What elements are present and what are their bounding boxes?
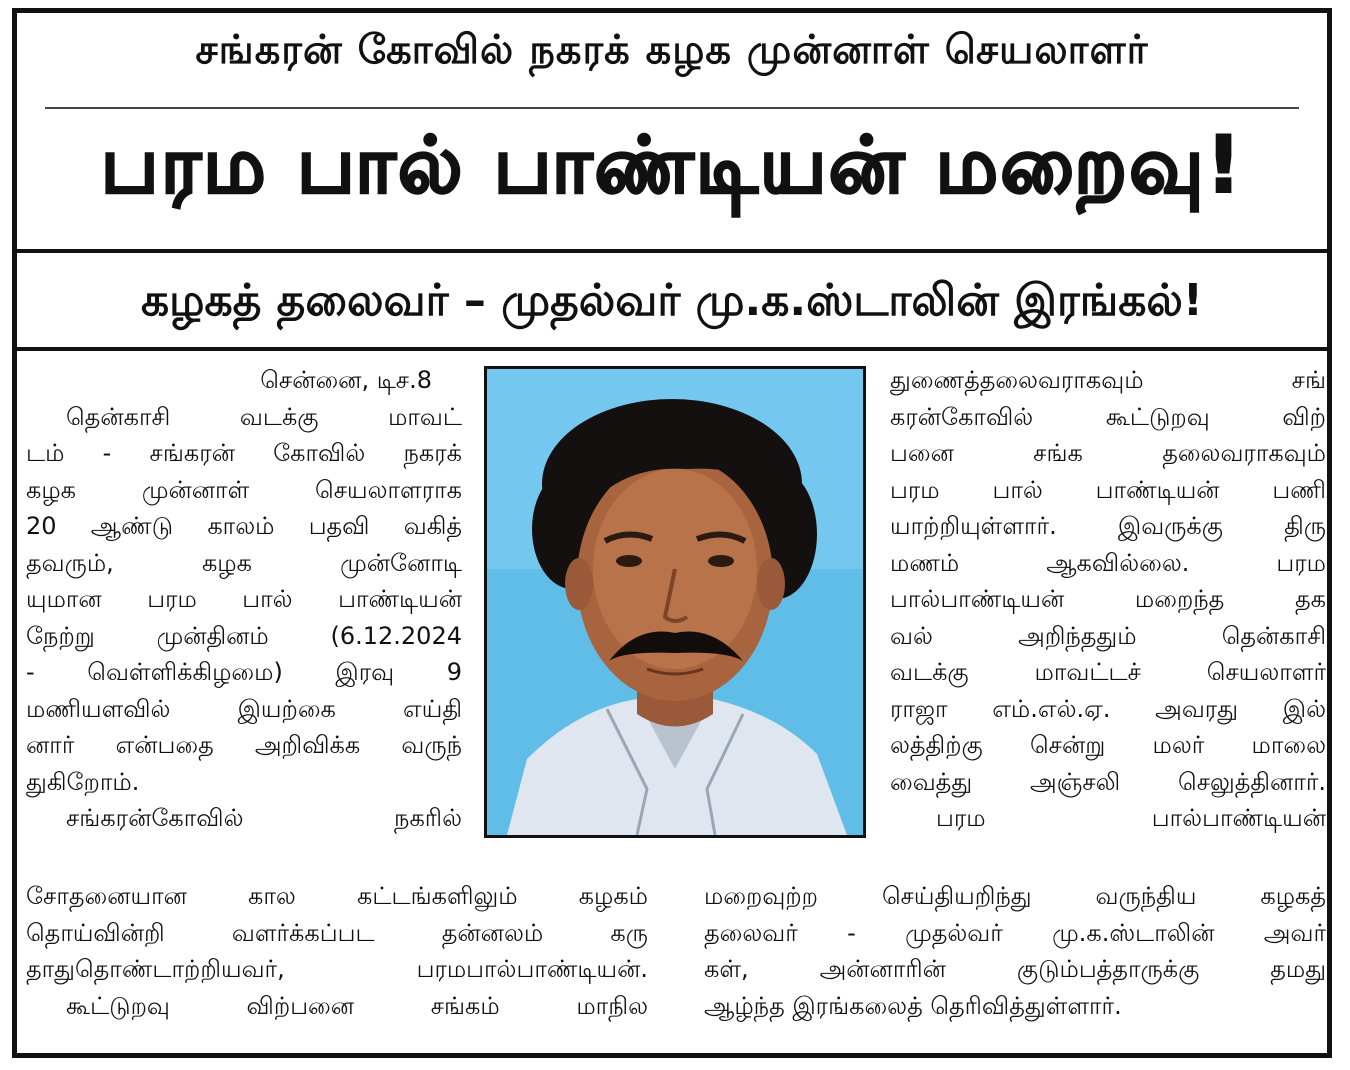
divider <box>17 347 1327 351</box>
bottom-left-column <box>26 878 648 1024</box>
main-headline: பரம பால் பாண்டியன் மறைவு! <box>100 121 1244 211</box>
text-line: வடக்கு மாவட்டச் செயலாளர் <box>890 658 1326 686</box>
text-line: மணியளவில் இயற்கை எய்தி <box>26 694 462 723</box>
text-line: ராஜா எம்.எல்.ஏ. அவரது இல் <box>890 694 1326 723</box>
dateline: சென்னை, டிச.8 <box>260 366 432 394</box>
text-line: கழக முன்னாள் செயலாளராக <box>26 475 462 504</box>
portrait-illustration <box>487 369 863 835</box>
text-line: - வெள்ளிக்கிழமை) இரவு 9 <box>26 658 462 686</box>
text-line: யுமான பரம பால் பாண்டியன் <box>26 585 462 613</box>
text-line: ஆழ்ந்த இரங்கலைத் தெரிவித்துள்ளார். <box>704 991 1122 1020</box>
text-line: பால்பாண்டியன் மறைந்த தக <box>890 585 1326 613</box>
text-line: தென்காசி வடக்கு மாவட் <box>66 402 462 431</box>
text-line: பரம பால் பாண்டியன் பணி <box>890 475 1326 504</box>
text-line: தலைவர் - முதல்வர் மு.க.ஸ்டாலின் அவர் <box>704 918 1326 947</box>
text-line: 20 ஆண்டு காலம் பதவி வகித் <box>26 512 462 540</box>
divider <box>45 107 1299 109</box>
right-column <box>890 362 1326 837</box>
text-line: கூட்டுறவு விற்பனை சங்கம் மாநில <box>66 991 648 1020</box>
text-line: துணைத்தலைவராகவும் சங் <box>890 366 1326 394</box>
text-line: சோதனையான கால கட்டங்களிலும் கழகம் <box>26 882 648 910</box>
text-line: தவரும், கழக முன்னோடி <box>26 548 462 577</box>
text-line: துகிறோம். <box>26 767 140 796</box>
text-line: கள், அன்னாரின் குடும்பத்தாருக்கு தமது <box>704 955 1326 983</box>
text-line: டம் - சங்கரன் கோவில் நகரக் <box>26 439 462 467</box>
text-line: சங்கரன்கோவில் நகரில் <box>66 804 462 832</box>
text-line: தொய்வின்றி வளர்க்கப்பட தன்னலம் கரு <box>26 918 648 947</box>
kicker-headline: சங்கரன் கோவில் நகரக் கழக முன்னாள் செயலாளர் <box>195 27 1149 73</box>
divider <box>17 249 1327 253</box>
text-line: பனை சங்க தலைவராகவும் <box>890 439 1326 467</box>
subheadline: கழகத் தலைவர் – முதல்வர் மு.க.ஸ்டாலின் இரங்கல்! <box>141 275 1203 326</box>
bottom-right-column <box>704 878 1326 1024</box>
text-line: பரம பால்பாண்டியன் <box>936 804 1326 832</box>
text-line: வைத்து அஞ்சலி செலுத்தினார். <box>890 767 1326 796</box>
text-line: லத்திற்கு சென்று மலர் மாலை <box>890 731 1326 759</box>
text-line: மறைவுற்ற செய்தியறிந்து வருந்திய கழகத் <box>704 882 1326 910</box>
text-line: யாற்றியுள்ளார். இவருக்கு திரு <box>890 512 1326 540</box>
text-line: னார் என்பதை அறிவிக்க வருந் <box>26 731 462 759</box>
left-column <box>26 362 462 837</box>
text-line: தாதுதொண்டாற்றியவர், பரமபால்பாண்டியன். <box>26 955 648 983</box>
text-line: வல் அறிந்ததும் தென்காசி <box>890 621 1326 650</box>
text-line: மணம் ஆகவில்லை. பரம <box>890 548 1326 577</box>
text-line: நேற்று முன்தினம் (6.12.2024 <box>26 621 462 650</box>
portrait-photo <box>484 366 866 838</box>
text-line: கரன்கோவில் கூட்டுறவு விற் <box>890 402 1326 431</box>
